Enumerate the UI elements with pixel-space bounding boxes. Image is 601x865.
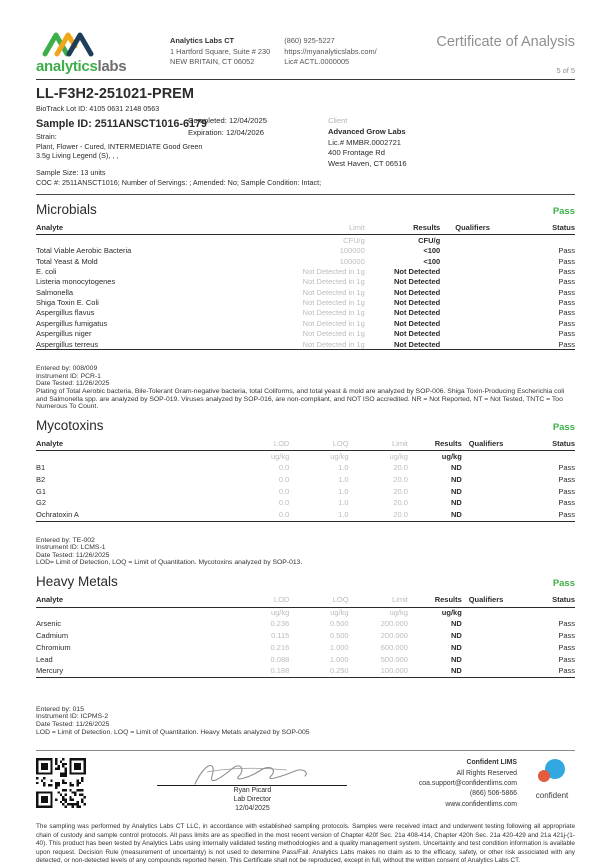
signature-icon: [187, 758, 317, 788]
note-line: Instrument ID: LCMS-1: [36, 544, 106, 552]
lab-address-line1: 1 Hartford Square, Suite # 230: [170, 46, 271, 56]
note-line: Instrument ID: PCR-1: [36, 372, 101, 380]
table-row: B1 0.0 1.0 20.0 ND Pass: [36, 463, 575, 473]
page-number: 5 of 5: [556, 66, 575, 75]
completed-date: Completed: 12/04/2025: [188, 116, 267, 125]
note-line: Date Tested: 11/26/2025: [36, 380, 110, 388]
note-line: Entered by: 008/009: [36, 365, 98, 373]
section-notes: [36, 706, 575, 736]
sample-dates: [188, 115, 267, 139]
sample-details: [36, 114, 328, 188]
lims-rights: All Rights Reserved: [456, 769, 517, 777]
column-header: LOQ: [289, 594, 348, 607]
column-header: Results: [408, 594, 462, 607]
column-header: Status: [510, 594, 575, 607]
coc-line: COC #: 2511ANSCT1016; Number of Servings: ; Amended: No; Sample Condition: Intact;: [36, 177, 322, 187]
sample-divider: [36, 194, 575, 195]
column-header: LOD: [214, 438, 289, 451]
section-status: Pass: [552, 205, 575, 217]
header: [36, 30, 575, 75]
section-heavy-metals: [36, 574, 575, 736]
lab-license: Lic# ACTL.0000005: [284, 57, 350, 67]
sample-size: Sample Size: 13 units: [36, 168, 106, 178]
units-row: CFU/g CFU/g: [343, 235, 441, 245]
lab-address-line2: NEW BRITAIN, CT 06052: [170, 57, 255, 67]
brand-logo: [36, 30, 154, 75]
confident-logo: [529, 758, 575, 800]
column-header: Qualifiers: [462, 594, 511, 607]
table-row: Aspergillus flavus Not Detected in 1g Not Detected Pass: [36, 308, 575, 318]
footer: [36, 750, 575, 814]
column-header: Limit: [349, 438, 408, 451]
client-label: Client: [328, 116, 348, 125]
section-status: Pass: [552, 578, 575, 590]
table-row: Aspergillus terreus Not Detected in 1g Not Detected Pass: [36, 339, 575, 349]
lims-phone: (866) 506-5866: [469, 790, 517, 798]
note-line: Date Tested: 11/26/2025: [36, 721, 110, 729]
lab-website: https://myanalyticslabs.com/: [284, 46, 377, 56]
disclaimer: The sampling was performed by Analytics Labs CT LLC, in accordance with established sampling protocols. Samples were received intact and underwent testing following all appropriate chain of custody and sample control protocols. All pass limits are as specified in the most recent version of Chapter 420f Sec. 21a 408-414, Chapter 420h Sec. 21a 420-429 and 21a 421j-(1-40). This product has been tested by Analytics Labs using internally validated testing methodologies and a quality management system. Uncertainty and test condition information is available upon request. Decision Rule (measurement of uncertainty) is not used to determine Pass/Fail. Analytics Labs makes no claim as to the efficacy, safety, or other risk associated with any detected, or non-detected levels of any compounds reported herein. This Certificate shall not be reproduced, except in full, without the written consent of Analytics Labs CT.: [36, 823, 575, 865]
column-header: Results: [408, 438, 462, 451]
expiration-date: Expiration: 12/04/2026: [188, 127, 264, 137]
units-row: ug/kg ug/kg ug/kg ug/kg: [270, 452, 462, 462]
doc-title: Certificate of Analysis: [436, 34, 575, 50]
sample-name: LL-F3H2-251021-PREM: [36, 86, 194, 102]
column-header: Status: [510, 438, 575, 451]
confident-brand: confident: [535, 791, 569, 801]
lims-info: [419, 758, 517, 810]
lims-name: Confident LIMS: [466, 759, 517, 767]
table-row: G1 0.0 1.0 20.0 ND Pass: [36, 486, 575, 496]
column-header: Status: [505, 222, 575, 235]
note-line: Date Tested: 11/26/2025: [36, 551, 110, 559]
section-header: [36, 574, 575, 589]
table-row: Shiga Toxin E. Coli Not Detected in 1g Not Detected Pass: [36, 298, 575, 308]
column-header: Limit: [252, 222, 365, 235]
note-line: Entered by: 015: [36, 705, 84, 713]
column-header: Analyte: [36, 594, 214, 607]
table-row: G2 0.0 1.0 20.0 ND Pass: [36, 498, 575, 508]
table-header-row: [36, 438, 575, 451]
table-row: Ochratoxin A 0.0 1.0 20.0 ND Pass: [36, 510, 575, 520]
table-row: Total Yeast & Mold 100000 <100 Pass: [36, 256, 575, 266]
section-mycotoxins: [36, 418, 575, 567]
section-header: [36, 418, 575, 433]
sample-info: [36, 114, 575, 188]
table-row: Arsenic 0.236 0.500 200.000 ND Pass: [36, 619, 575, 629]
table-row: Listeria monocytogenes Not Detected in 1g Not Detected Pass: [36, 277, 575, 287]
section-title: Microbials: [36, 201, 97, 217]
column-header: Analyte: [36, 438, 214, 451]
product-type: Plant, Flower - Cured, INTERMEDIATE Good Green: [36, 141, 203, 151]
section-status: Pass: [552, 421, 575, 433]
section-notes: [36, 365, 575, 411]
table-row: Chromium 0.216 1.000 600.000 ND Pass: [36, 642, 575, 652]
table-row: Total Viable Aerobic Bacteria 100000 <100 Pass: [36, 246, 575, 256]
units-row: ug/kg ug/kg ug/kg ug/kg: [270, 608, 462, 618]
client-name: Advanced Grow Labs: [328, 126, 406, 136]
column-header: Qualifiers: [440, 222, 505, 235]
strain-label: Strain:: [36, 132, 57, 141]
column-header: Results: [365, 222, 440, 235]
column-header: LOQ: [289, 438, 348, 451]
table-header-row: [36, 594, 575, 607]
note-line: LOD = Limit of Detection. LOQ = Limit of Quantitation. Heavy Metals analyzed by SOP-005: [36, 728, 310, 736]
product-desc: 3.5g Living Legend (S), , ,: [36, 151, 119, 161]
column-header: Qualifiers: [462, 438, 511, 451]
lab-phone: (860) 925-5227: [284, 36, 335, 45]
biotrack-lot: BioTrack Lot ID: 4105 0631 2148 0563: [36, 104, 160, 113]
table-header-row: [36, 222, 575, 235]
table-row: Mercury 0.188 0.250 100.000 ND Pass: [36, 666, 575, 676]
microbials-table: [36, 222, 575, 351]
signature-block: [147, 758, 357, 814]
lab-info: [170, 30, 270, 68]
column-header: Analyte: [36, 222, 252, 235]
client-address-line1: 400 Frontage Rd: [328, 148, 385, 158]
signature-line: [157, 785, 347, 786]
note-line: Plating of Total Aerobic bacteria, Bile-Tolerant Gram-negative bacteria, total Coliforms, and total yeast & mold are analyzed by SOP-006. Shiga Toxin-Producing Escherichia coli and Salmonella spp. are analyzed by SOP-019. Viruses analyzed by SOP-016, are non-compliant, and NOT ISO accredited. NR = Not Reported, NT = Not Tested, TNTC = Too Numerous To Count.: [36, 388, 565, 411]
client-address-line2: West Haven, CT 06516: [328, 159, 407, 169]
table-row: B2 0.0 1.0 20.0 ND Pass: [36, 474, 575, 484]
qr-code: [36, 758, 86, 808]
lims-website: www.confidentlims.com: [445, 800, 517, 808]
lims-email: coa.support@confidentlims.com: [418, 780, 517, 788]
table-row: Aspergillus niger Not Detected in 1g Not Detected Pass: [36, 329, 575, 339]
column-header: Limit: [349, 594, 408, 607]
heavy-metals-table: [36, 594, 575, 678]
table-row: Lead 0.088 1.000 500.000 ND Pass: [36, 654, 575, 664]
brand-text: analyticslabs: [36, 58, 127, 75]
mycotoxins-table: [36, 438, 575, 522]
table-row: E. coli Not Detected in 1g Not Detected Pass: [36, 266, 575, 276]
section-microbials: [36, 202, 575, 411]
client-block: [328, 114, 407, 188]
note-line: Instrument ID: ICPMS-2: [36, 713, 109, 721]
client-license: Lic.# MMBR.0002721: [328, 137, 402, 147]
sample-id: Sample ID: 2511ANSCT1016-6179: [36, 118, 208, 130]
header-divider: [36, 79, 575, 80]
lab-name: Analytics Labs CT: [170, 36, 235, 45]
column-header: LOD: [214, 594, 289, 607]
doc-title-block: [436, 30, 575, 75]
analyticslabs-logo-icon: [42, 30, 100, 57]
confident-logo-icon: [536, 758, 568, 786]
section-notes: [36, 537, 575, 567]
signer-title: Lab Director: [233, 796, 272, 804]
signer-name: Ryan Picard: [233, 787, 272, 795]
section-header: [36, 202, 575, 217]
signature-date: 12/04/2025: [235, 805, 270, 813]
lab-contact: [284, 30, 376, 68]
table-row: Aspergillus fumigatus Not Detected in 1g Not Detected Pass: [36, 318, 575, 328]
note-line: LOD= Limit of Detection, LOQ = Limit of Quantitation. Mycotoxins analyzed by SOP-013.: [36, 559, 303, 567]
section-title: Heavy Metals: [36, 574, 118, 590]
section-title: Mycotoxins: [36, 417, 104, 433]
table-row: Salmonella Not Detected in 1g Not Detected Pass: [36, 287, 575, 297]
note-line: Entered by: TE-002: [36, 536, 95, 544]
table-row: Cadmium 0.115 0.500 200.000 ND Pass: [36, 631, 575, 641]
